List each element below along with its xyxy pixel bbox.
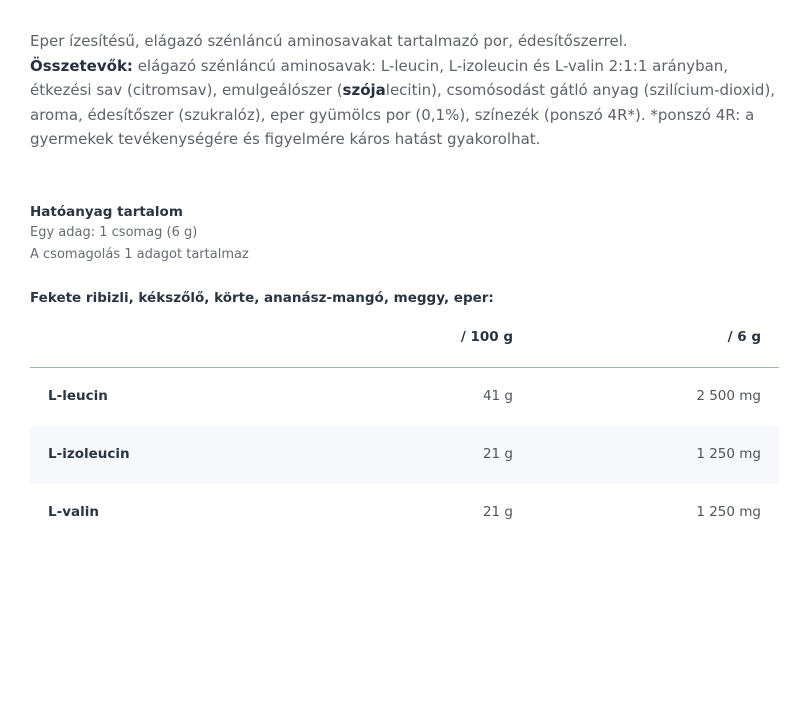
row-name: L-valin <box>48 504 99 520</box>
active-content-title: Hatóanyag tartalom <box>30 204 183 220</box>
row-name: L-leucin <box>48 388 108 404</box>
ingredients-text-continued: lecitin), csomósodást gátló anyag (szilícium-dioxid), aroma, édesítőszer (szukralóz), eper gyümölcs por (0,1%), színezék (ponszó 4R*). *ponszó 4R: a gyermekek tevékenységére és figyelmére káros hatást gyakorolhat. <box>30 81 776 148</box>
allergen-highlight: szója <box>342 81 386 99</box>
ingredients-label: Összetevők: <box>30 56 133 75</box>
table-row <box>30 368 779 426</box>
table-header <box>30 320 779 368</box>
row-per-100g: 21 g <box>482 504 513 520</box>
nutrition-table <box>30 320 779 542</box>
serving-size: Egy adag: 1 csomag (6 g) <box>30 225 198 240</box>
header-per-6g: / 6 g <box>727 329 761 345</box>
description-line: Eper ízesítésű, elágazó szénláncú aminosavakat tartalmazó por, édesítőszerrel. <box>30 32 628 50</box>
table-row <box>30 484 779 542</box>
row-per-100g: 41 g <box>482 388 513 404</box>
product-description <box>30 29 780 152</box>
row-name: L-izoleucin <box>48 446 130 462</box>
active-content-section <box>30 202 780 265</box>
package-servings: A csomagolás 1 adagot tartalmaz <box>30 246 249 262</box>
row-per-6g: 2 500 mg <box>696 388 761 404</box>
row-per-100g: 21 g <box>482 446 513 462</box>
header-per-100g: / 100 g <box>460 329 513 345</box>
flavors-heading: Fekete ribizli, kékszőlő, körte, ananász-mangó, meggy, eper: <box>30 290 494 306</box>
row-per-6g: 1 250 mg <box>696 504 761 520</box>
table-row <box>30 426 779 484</box>
row-per-6g: 1 250 mg <box>696 446 761 462</box>
ingredients-text: elágazó szénláncú aminosavak: L-leucin, L-izoleucin és L-valin 2:1:1 arányban, étkezési sav (citromsav), emulgeálószer ( <box>30 56 729 99</box>
